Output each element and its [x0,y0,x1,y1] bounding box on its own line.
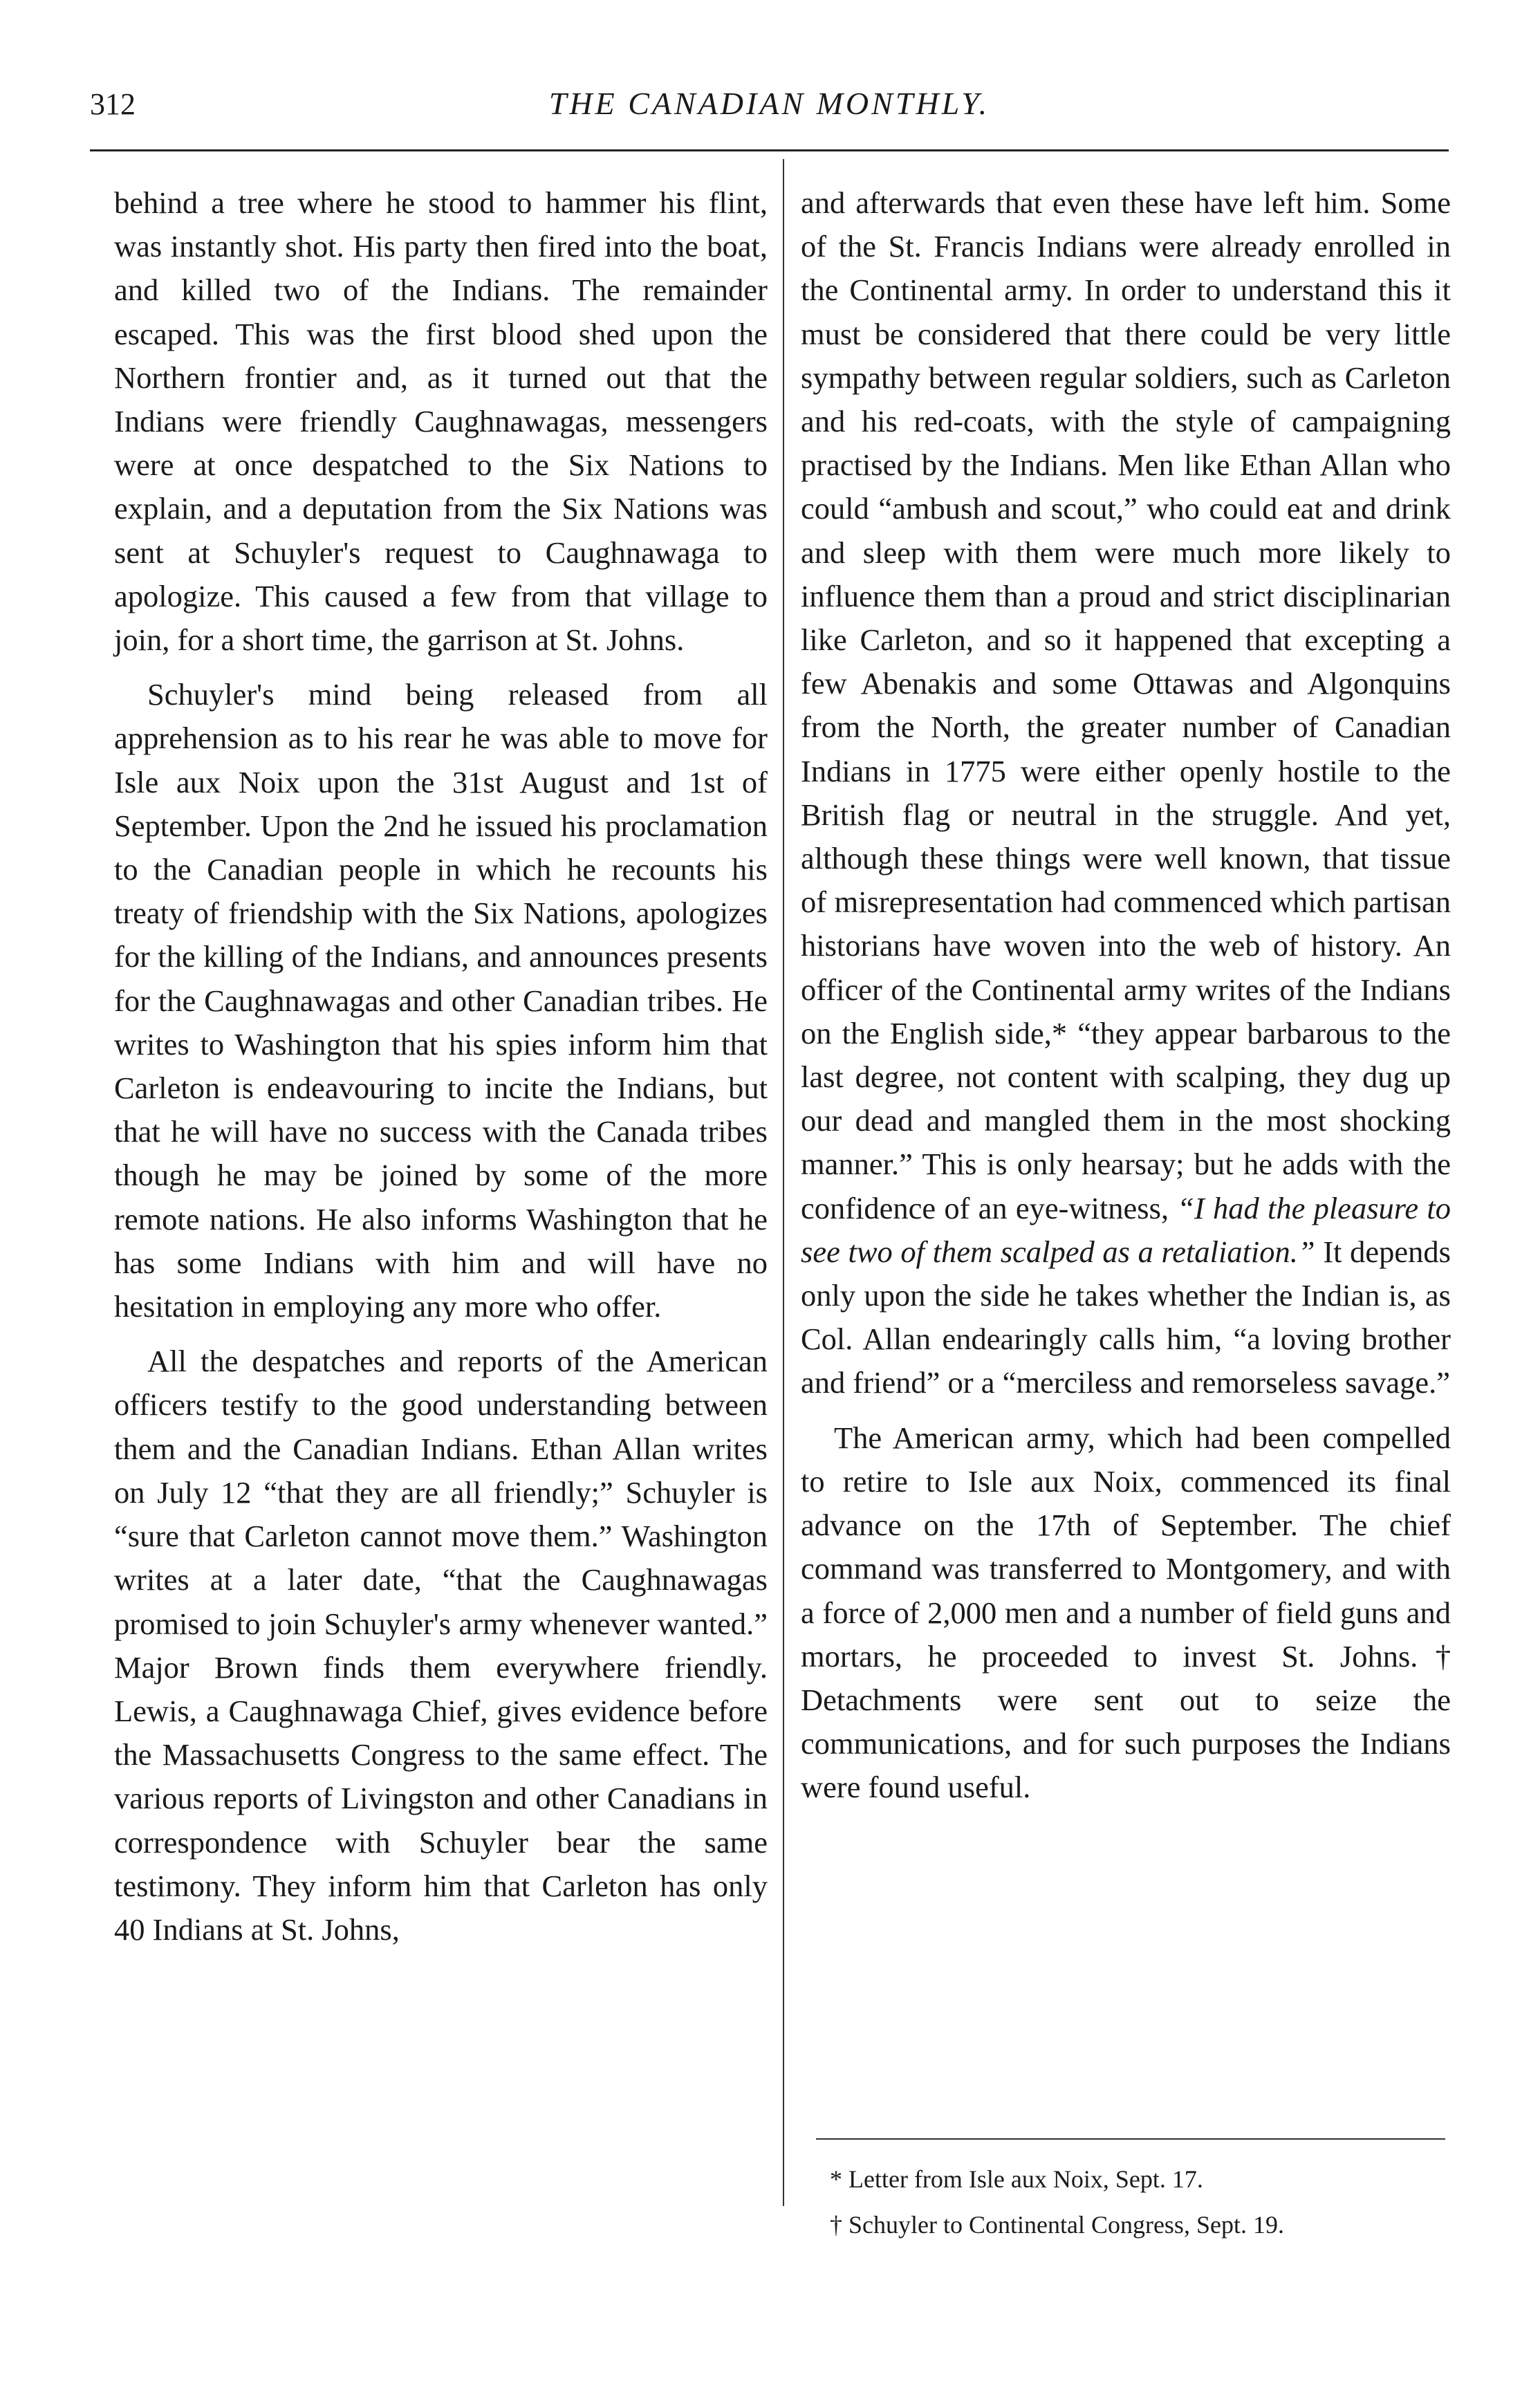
footnote: * Letter from Isle aux Noix, Sept. 17. [830,2165,1203,2193]
footnote: † Schuyler to Continental Congress, Sept. 19. [830,2211,1284,2239]
paragraph-text: and afterwards that even these have left him. Some of the St. Francis Indians were already enrolled in the Continental army. In order to understand this it must be considered that there could be very little sympathy between regular soldiers, such as Carleton and his red-coats, with the style of campaigning practised by the Indians. Men like Ethan Allan who could “ambush and scout,” who could eat and drink and sleep with them were much more likely to influence them than a proud and strict disciplinarian like Carleton, and so it happened that excepting a few Abenakis and some Ottawas and Algonquins from the North, the greater number of Canadian Indians in 1775 were either openly hostile to the British flag or neutral in the struggle. And yet, although these things were well known, that tissue of misrepresentation had commenced which partisan historians have woven into the web of history. An officer of the Continental army writes of the Indians on the English side,* “they appear barbarous to the last degree, not content with scalping, they dug up our dead and mangled them in the most shocking manner.” This is only hearsay; but he adds with the confidence of an eye-witness, [801,185,1451,1225]
header-rule [90,149,1449,151]
paragraph: The American army, which had been compelled to retire to Isle aux Noix, commenced its final advance on the 17th of September. The chief command was transferred to Montgomery, and with a force of 2,000 men and a number of field guns and mortars, he proceeded to invest St. Johns.† Detachments were sent out to seize the communications, and for such purposes the Indians were found useful. [801,1420,1451,1805]
paragraph: Schuyler's mind being released from all apprehension as to his rear he was able to move for Isle aux Noix upon the 31st August and 1st of September. Upon the 2nd he issued his proclamation to the Canadian people in which he recounts his treaty of friendship with the Six Nations, apologizes for the killing of the Indians, and announces presents for the Caughnawagas and other Canadian tribes. He writes to Washington that his spies inform him that Carleton is endeavouring to incite the Indians, but that he will have no success with the Canada tribes though he may be joined by some of the more remote nations. He also informs Washington that he has some Indians with him and will have no hesitation in employing any more who offer. [114,677,768,1324]
footnotes [830,2156,1438,2248]
paragraph [801,181,1451,1405]
page-header [90,80,1449,135]
footnote-rule [816,2138,1445,2140]
right-column [801,181,1451,1810]
paragraph: All the despatches and reports of the American officers testify to the good understanding between them and the Canadian Indians. Ethan Allan writes on July 12 “that they are all friendly;” Schuyler is “sure that Carleton cannot move them.” Washington writes at a later date, “that the Caughnawagas promised to join Schuyler's army whenever wanted.” Major Brown finds them everywhere friendly. Lewis, a Caughnawaga Chief, gives evidence before the Massachusetts Congress to the same effect. The various reports of Livingston and other Canadians in correspondence with Schuyler bear the same testimony. They inform him that Carleton has only 40 Indians at St. Johns, [114,1344,768,1947]
italic-quote: “I had the pleasure to see two of them scalped as a retaliation.” [801,1190,1451,1269]
paragraph: behind a tree where he stood to hammer his flint, was instantly shot. His party then fired into the boat, and killed two of the Indians. The remainder escaped. This was the first blood shed upon the Northern frontier and, as it turned out that the Indians were friendly Caughnawagas, messengers were at once despatched to the Six Nations to explain, and a deputation from the Six Nations was sent at Schuyler's request to Caughnawaga to apologize. This caused a few from that village to join, for a short time, the garrison at St. Johns. [114,185,768,658]
column-divider [783,159,784,2206]
paragraph-text: It depends only upon the side he takes whether the Indian is, as Col. Allan endearingly calls him, “a loving brother and friend” or a “merciless and remorseless savage.” [801,1234,1451,1400]
running-title: THE CANADIAN MONTHLY. [548,86,990,121]
page-number: 312 [90,87,136,121]
left-column [114,181,768,1952]
